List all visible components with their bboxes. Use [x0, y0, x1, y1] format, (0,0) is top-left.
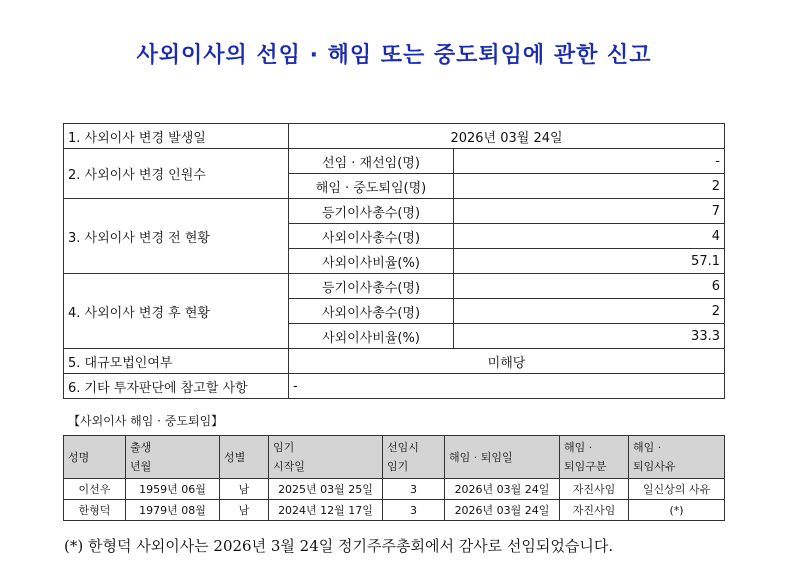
- cell-elected-term: 3: [383, 500, 445, 521]
- after-outside-value: 2: [454, 299, 725, 324]
- after-directors-label: 등기이사총수(명): [289, 274, 454, 299]
- header-birth: 출생 년월: [126, 436, 220, 479]
- section-title: 【사외이사 해임 · 중도퇴임】: [68, 414, 224, 428]
- after-outside-label: 사외이사총수(명): [289, 299, 454, 324]
- cell-dismissal-reason: 일신상의 사유: [629, 479, 725, 500]
- cell-dismissal-type: 자진사임: [560, 479, 629, 500]
- other-info-label: 6. 기타 투자판단에 참고할 사항: [64, 374, 289, 399]
- before-status-label: 3. 사외이사 변경 전 현황: [64, 199, 289, 274]
- change-date-value: 2026년 03월 24일: [289, 124, 725, 149]
- table-row: [64, 199, 725, 224]
- before-directors-value: 7: [454, 199, 725, 224]
- before-ratio-label: 사외이사비율(%): [289, 249, 454, 274]
- cell-dismissal-date: 2026년 03월 24일: [445, 479, 560, 500]
- footnote: (*) 한형덕 사외이사는 2026년 3월 24일 정기주주총회에서 감사로 선임되었습니다.: [64, 537, 614, 555]
- dismiss-count-value: 2: [454, 174, 725, 199]
- dismissal-table: [63, 435, 725, 521]
- large-corp-value: 미해당: [289, 349, 725, 374]
- header-term-start: 임기 시작일: [269, 436, 383, 479]
- table-row: [64, 349, 725, 374]
- cell-elected-term: 3: [383, 479, 445, 500]
- dismiss-count-label: 해임 · 중도퇴임(명): [289, 174, 454, 199]
- after-directors-value: 6: [454, 274, 725, 299]
- after-ratio-value: 33.3: [454, 324, 725, 349]
- before-outside-label: 사외이사총수(명): [289, 224, 454, 249]
- header-elected-term: 선임시 임기: [383, 436, 445, 479]
- after-status-label: 4. 사외이사 변경 후 현황: [64, 274, 289, 349]
- header-name: 성명: [64, 436, 126, 479]
- header-gender: 성별: [220, 436, 269, 479]
- cell-term-start: 2025년 03월 25일: [269, 479, 383, 500]
- table-row: [64, 500, 725, 521]
- appoint-count-value: -: [454, 149, 725, 174]
- cell-term-start: 2024년 12월 17일: [269, 500, 383, 521]
- before-directors-label: 등기이사총수(명): [289, 199, 454, 224]
- cell-gender: 남: [220, 500, 269, 521]
- header-dismissal-reason: 해임 · 퇴임사유: [629, 436, 725, 479]
- cell-name: 한형덕: [64, 500, 126, 521]
- cell-name: 이선우: [64, 479, 126, 500]
- table-row: [64, 149, 725, 174]
- page-title: 사외이사의 선임 · 해임 또는 중도퇴임에 관한 신고: [136, 43, 652, 68]
- appoint-count-label: 선임 · 재선임(명): [289, 149, 454, 174]
- table-header-row: [64, 436, 725, 479]
- table-row: [64, 124, 725, 149]
- cell-dismissal-date: 2026년 03월 24일: [445, 500, 560, 521]
- other-info-value: -: [289, 374, 725, 399]
- large-corp-label: 5. 대규모법인여부: [64, 349, 289, 374]
- header-dismissal-type: 해임 · 퇴임구분: [560, 436, 629, 479]
- table-row: [64, 374, 725, 399]
- cell-dismissal-reason: (*): [629, 500, 725, 521]
- change-count-label: 2. 사외이사 변경 인원수: [64, 149, 289, 199]
- cell-gender: 남: [220, 479, 269, 500]
- cell-birth: 1979년 08월: [126, 500, 220, 521]
- before-outside-value: 4: [454, 224, 725, 249]
- cell-birth: 1959년 06월: [126, 479, 220, 500]
- after-ratio-label: 사외이사비율(%): [289, 324, 454, 349]
- table-row: [64, 479, 725, 500]
- before-ratio-value: 57.1: [454, 249, 725, 274]
- cell-dismissal-type: 자진사임: [560, 500, 629, 521]
- header-dismissal-date: 해임 · 퇴임일: [445, 436, 560, 479]
- table-row: [64, 274, 725, 299]
- disclosure-table: [63, 123, 725, 399]
- change-date-label: 1. 사외이사 변경 발생일: [64, 124, 289, 149]
